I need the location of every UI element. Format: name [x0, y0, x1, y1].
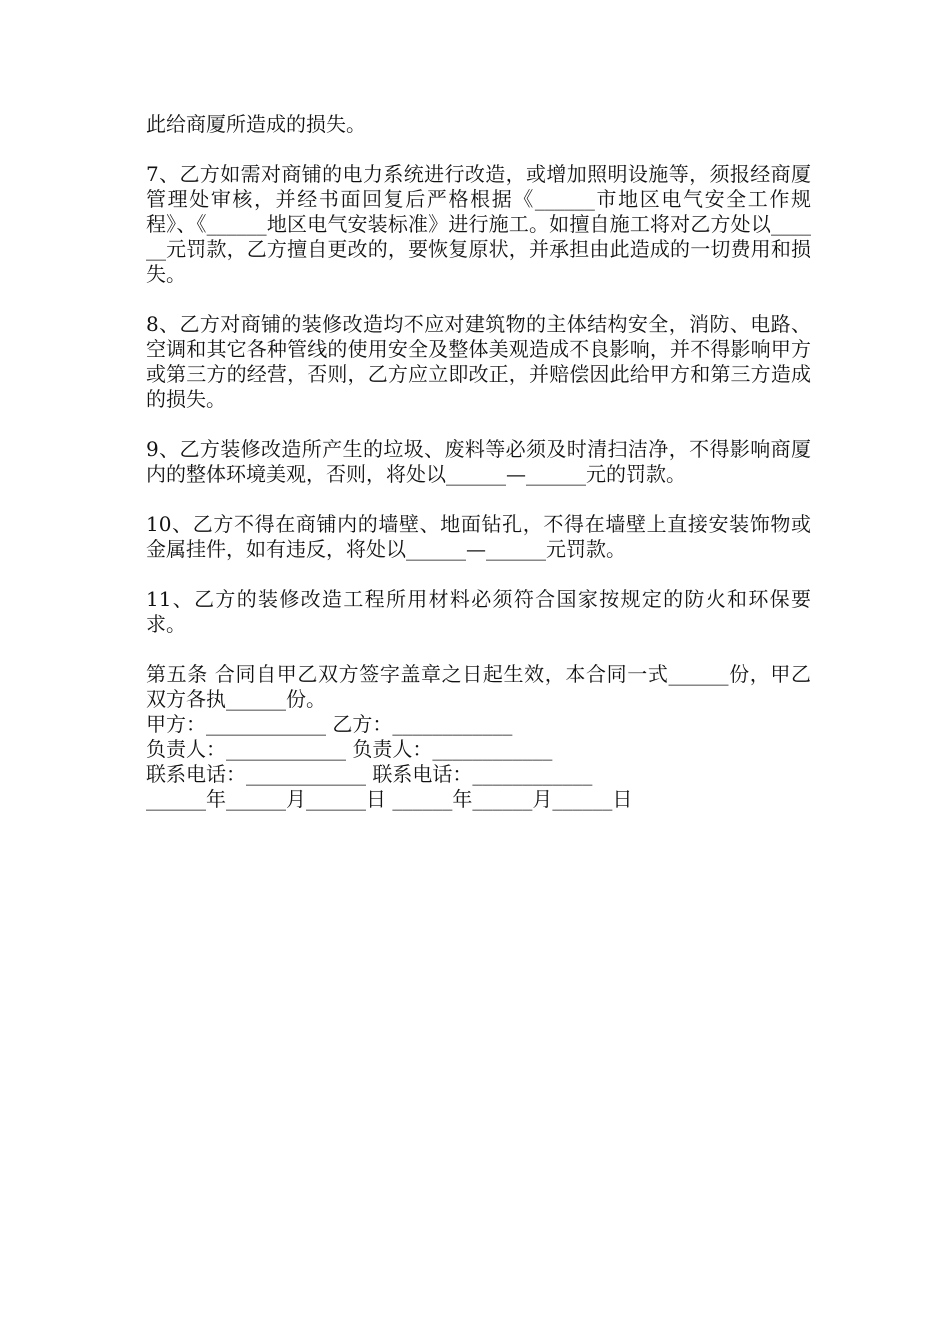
clause-9: 9、乙方装修改造所产生的垃圾、废料等必须及时清扫洁净，不得影响商厦内的整体环境美观，否则，将处以______—______元的罚款。: [146, 437, 811, 486]
signature-block: [146, 712, 811, 812]
clause-8: 8、乙方对商铺的装修改造均不应对建筑物的主体结构安全，消防、电路、空调和其它各种管线的使用安全及整体美观造成不良影响，并不得影响甲方或第三方的经营，否则，乙方应立即改正，并赔偿因此给甲方和第三方造成的损失。: [146, 312, 811, 411]
document-page: [146, 112, 811, 812]
signature-phone-line: 联系电话：____________ 联系电话：____________: [146, 762, 593, 786]
paragraph-gap: [146, 287, 811, 312]
paragraph-continuation: 此给商厦所造成的损失。: [146, 112, 366, 136]
paragraph-gap: [146, 637, 811, 662]
clause-11: 11、乙方的装修改造工程所用材料必须符合国家按规定的防火和环保要求。: [146, 587, 811, 636]
signature-party-line: 甲方：____________ 乙方：____________: [146, 712, 513, 736]
clause-10: 10、乙方不得在商铺内的墙壁、地面钻孔，不得在墙壁上直接安装饰物或金属挂件，如有违反，将处以______—______元罚款。: [146, 512, 811, 561]
paragraph-gap: [146, 562, 811, 587]
paragraph-gap: [146, 412, 811, 437]
signature-date-line: ______年______月______日 ______年______月______日: [146, 787, 633, 811]
article-5: 第五条 合同自甲乙双方签字盖章之日起生效，本合同一式______份，甲乙双方各执______份。: [146, 662, 811, 711]
paragraph-gap: [146, 487, 811, 512]
signature-responsible-line: 负责人：____________ 负责人：____________: [146, 737, 553, 761]
clause-7: 7、乙方如需对商铺的电力系统进行改造，或增加照明设施等，须报经商厦管理处审核，并经书面回复后严格根据《______市地区电气安全工作规程》、《______地区电气安装标准》进行施工。如擅自施工将对乙方处以______元罚款，乙方擅自更改的，要恢复原状，并承担由此造成的一切费用和损失。: [146, 162, 811, 286]
paragraph-gap: [146, 137, 811, 162]
